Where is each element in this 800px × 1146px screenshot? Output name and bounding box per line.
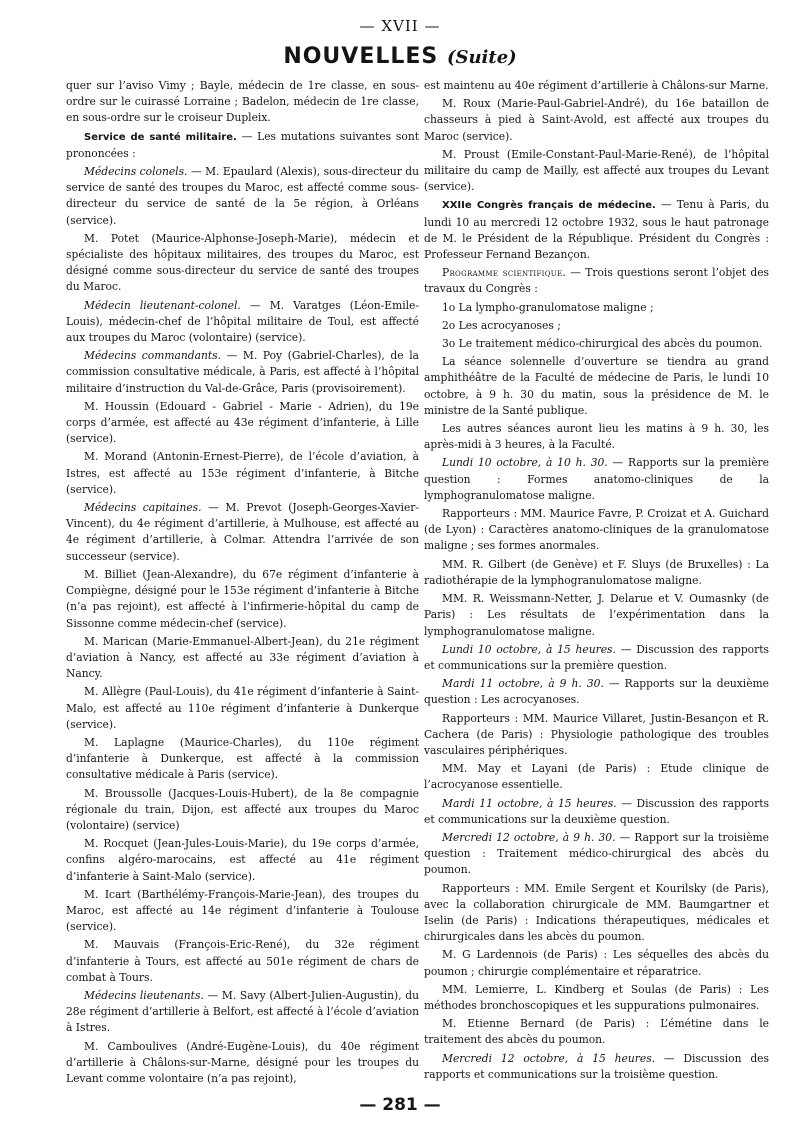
paragraph (424, 197, 769, 263)
paragraph (424, 881, 769, 946)
paragraph (424, 506, 769, 555)
paragraph-text: — Discussion des rapports et communications sur la première question. (424, 642, 769, 672)
paragraph-text: — Rapports sur la deuxième question : Les acrocyanoses. (424, 677, 770, 707)
paragraph-lead: Médecins capitaines. (84, 501, 202, 515)
paragraph (424, 1051, 769, 1083)
paragraph (424, 711, 769, 760)
paragraph-lead: Mardi 11 octobre, à 9 h. 30. (442, 677, 604, 691)
paragraph-text: Rapporteurs : MM. Maurice Favre, P. Croizat et A. Guichard (de Lyon) : Caractères anatomo-cliniques de la granulomatose maligne ; ses formes anormales. (424, 507, 769, 553)
paragraph-text: — M. Prevot (Joseph-Georges-Xavier-Vincent), du 4e régiment d’artillerie, à Mulhouse, est affecté au 4e régiment d’artillerie, à Colmar. Attendra l’arrivée de son successeur (service). (66, 501, 419, 563)
paragraph-text: M. Allègre (Paul-Louis), du 41e régiment d’infanterie à Saint-Malo, est affecté au 110e régiment d’infanterie à Dunkerque (service). (66, 685, 419, 731)
paragraph-text: M. Etienne Bernard (de Paris) : L’émétine dans le traitement des abcès du poumon. (424, 1017, 769, 1047)
paragraph (424, 421, 769, 453)
paragraph (424, 147, 769, 196)
paragraph-lead: Mercredi 12 octobre, à 9 h. 30. (442, 830, 616, 844)
paragraph (424, 300, 769, 316)
paragraph-lead: Service de santé militaire. (84, 131, 237, 143)
paragraph-text: — M. Epaulard (Alexis), sous-directeur du service de santé des troupes du Maroc, est affecté comme sous-directeur du service de santé de la 5e région, à Orléans (service). (66, 165, 420, 227)
paragraph-text: M. Marican (Marie-Emmanuel-Albert-Jean), du 21e régiment d’aviation à Nancy, est affecté au 33e régiment d’aviation à Nancy. (66, 634, 419, 681)
paragraph (424, 982, 769, 1014)
paragraph (424, 947, 769, 979)
paragraph (66, 988, 419, 1037)
page-number: — 281 — (359, 1095, 441, 1115)
paragraph-text: — M. Poy (Gabriel-Charles), de la commission consultative médicale, à Paris, est affecté à l’hôpital militaire d’instruction du Val-de-Grâce, Paris (provisoirement). (66, 349, 419, 395)
paragraph-lead: Médecins commandants. (84, 349, 222, 363)
section-title (0, 44, 800, 69)
paragraph-text: M. Potet (Maurice-Alphonse-Joseph-Marie), médecin et spécialiste des hôpitaux militaires, des troupes du Maroc, est désigné comme sous-directeur du service de santé des troupes du Maroc. (66, 231, 419, 294)
paragraph-text: M. Roux (Marie-Paul-Gabriel-André), du 16e bataillon de chasseurs à pied à Saint-Avold, est affecté aux troupes du Maroc (service). (424, 97, 769, 143)
paragraph-text: — Tenu à Paris, du lundi 10 au mercredi 12 octobre 1932, sous le haut patronage de M. le Président de la République. Président du Congrès : Professeur Fernand Bezançon. (424, 198, 769, 262)
paragraph-text: M. Morand (Antonin-Ernest-Pierre), de l’école d’aviation, à Istres, est affecté au 153e régiment d’infanterie, à Bitche (service). (66, 450, 419, 496)
section-title-suffix: (Suite) (446, 47, 517, 68)
paragraph-text: M. Broussolle (Jacques-Louis-Hubert), de la 8e compagnie régionale du train, Dijon, est affecté aux troupes du Maroc (volontaire) (service) (66, 786, 419, 832)
paragraph (66, 129, 419, 162)
paragraph (66, 500, 419, 565)
paragraph (66, 735, 419, 784)
paragraph-text: M. G Lardennois (de Paris) : Les séquelles des abcès du poumon ; chirurgie complémentaire et réparatrice. (424, 948, 769, 978)
paragraph-text: MM. R. Gilbert (de Genève) et F. Sluys (de Bruxelles) : La radiothérapie de la lymphogranulomatose maligne. (424, 557, 769, 587)
paragraph (66, 164, 419, 229)
paragraph (66, 937, 419, 986)
paragraph-text: MM. May et Layani (de Paris) : Etude clinique de l’acrocyanose essentielle. (424, 762, 769, 792)
paragraph (66, 449, 419, 498)
paragraph-text: Rapporteurs : MM. Emile Sergent et Kourilsky (de Paris), avec la collaboration chirurgicale de MM. Baumgartner et Iselin (de Paris) : Indications thérapeutiques, médicales et chirurgicales dans les abcès du poumon. (424, 881, 769, 944)
paragraph (424, 796, 769, 828)
paragraph-text: M. Houssin (Edouard - Gabriel - Marie - Adrien), du 19e corps d’armée, est affecté au 43e régiment d’infanterie, à Lille (service). (66, 399, 419, 446)
paragraph (66, 786, 419, 835)
paragraph (424, 455, 769, 504)
paragraph (424, 676, 769, 708)
paragraph-text: La séance solennelle d’ouverture se tiendra au grand amphithéâtre de la Faculté de médecine de Paris, le lundi 10 octobre, à 9 h. 30 du matin, sous la présidence de M. le ministre de la Santé publique. (424, 355, 769, 417)
paragraph-text: M. Mauvais (François-Eric-René), du 32e régiment d’infanterie à Tours, est affecté au 501e régiment de chars de combat à Tours. (66, 938, 419, 984)
paragraph (424, 336, 769, 352)
paragraph (424, 354, 769, 419)
paragraph (424, 1016, 769, 1048)
paragraph-lead: Lundi 10 octobre, à 15 heures. (442, 642, 616, 656)
paragraph (66, 298, 419, 347)
paragraph-text: — Rapports sur la première question : Formes anatomo-cliniques de la lymphogranulomatose maligne. (424, 456, 769, 502)
paragraph (66, 1039, 419, 1088)
paragraph-text: 3o Le traitement médico-chirurgical des abcès du poumon. (442, 337, 763, 351)
paragraph-text: — M. Varatges (Léon-Emile-Louis), médecin-chef de l’hôpital militaire de Toul, est affecté aux troupes du Maroc (volontaire) (service). (66, 298, 419, 345)
paragraph-text: 1o La lympho-granulomatose maligne ; (442, 300, 654, 314)
paragraph (66, 399, 419, 448)
paragraph-text: — Rapport sur la troisième question : Traitement médico-chirurgical des abcès du poumon. (424, 830, 769, 877)
paragraph (424, 591, 769, 640)
paragraph-text: 2o Les acrocyanoses ; (442, 318, 561, 332)
paragraph-lead: Programme scientifique. (442, 266, 567, 280)
paragraph (424, 265, 769, 297)
paragraph (66, 684, 419, 733)
paragraph-lead: Médecins lieutenants. (84, 988, 204, 1002)
paragraph-text: — Discussion des rapports et communications sur la troisième question. (424, 1051, 769, 1081)
paragraph-text: MM. R. Weissmann-Netter, J. Delarue et V. Oumasnky (de Paris) : Les résultats de l’expérimentation dans la lymphogranulomatose maligne. (424, 592, 769, 638)
paragraph-text: M. Proust (Emile-Constant-Paul-Marie-René), de l’hôpital militaire du camp de Mailly, est affecté aux troupes du Levant (service). (424, 147, 769, 194)
paragraph-text: M. Camboulives (André-Eugène-Louis), du 40e régiment d’artillerie à Châlons-sur-Marne, désigné pour les troupes du Levant comme volontaire (n’a pas rejoint), (66, 1039, 419, 1085)
paragraph-text: — Trois questions seront l’objet des travaux du Congrès : (424, 266, 769, 296)
paragraph-text: — M. Savy (Albert-Julien-Augustin), du 28e régiment d’artillerie à Belfort, est affecté à l’école d’aviation à Istres. (66, 988, 419, 1035)
paragraph-text: MM. Lemierre, L. Kindberg et Soulas (de Paris) : Les méthodes bronchoscopiques et les suppurations pulmonaires. (424, 982, 769, 1012)
paragraph-lead: XXIIe Congrès français de médecine. (442, 200, 656, 212)
roman-page-number: — XVII — (359, 17, 441, 35)
paragraph (66, 634, 419, 683)
paragraph-lead: Mardi 11 octobre, à 15 heures. (442, 796, 617, 810)
paragraph-text: est maintenu au 40e régiment d’artillerie à Châlons-sur Marne. (424, 79, 769, 92)
paragraph-text: Rapporteurs : MM. Maurice Villaret, Justin-Besançon et R. Cachera (de Paris) : Physiologie pathologique des troubles vasculaires périphériques. (424, 711, 769, 757)
paragraph-text: M. Billiet (Jean-Alexandre), du 67e régiment d’infanterie à Compiègne, désigné pour le 153e régiment d’infanterie à Bitche (n’a pas rejoint), est affecté à l’infirmerie-hôpital du camp de Sissonne comme médecin-chef (service). (66, 567, 419, 630)
paragraph (424, 761, 769, 793)
paragraph (66, 887, 419, 936)
paragraph (66, 231, 419, 296)
paragraph-text: M. Rocquet (Jean-Jules-Louis-Marie), du 19e corps d’armée, confins algéro-marocains, est affecté au 41e régiment d’infanterie à Saint-Malo (service). (66, 837, 419, 883)
paragraph (424, 557, 769, 589)
paragraph (66, 78, 419, 127)
left-column (66, 78, 419, 1089)
section-title-main: NOUVELLES (283, 44, 439, 69)
paragraph-text: — Les mutations suivantes sont prononcées : (66, 129, 419, 160)
paragraph (424, 318, 769, 334)
paragraph-text: — Discussion des rapports et communications sur la deuxième question. (424, 796, 769, 826)
paragraph-lead: Médecin lieutenant-colonel. (84, 298, 241, 312)
paragraph (66, 567, 419, 632)
paragraph-lead: Lundi 10 octobre, à 10 h. 30. (442, 456, 608, 470)
paragraph (424, 642, 769, 674)
paragraph-lead: Mercredi 12 octobre, à 15 heures. (442, 1051, 656, 1065)
right-column (424, 78, 769, 1085)
paragraph (424, 96, 769, 145)
paragraph-text: Les autres séances auront lieu les matins à 9 h. 30, les après-midi à 3 heures, à la Faculté. (424, 422, 769, 452)
paragraph (66, 348, 419, 397)
paragraph-text: quer sur l’aviso Vimy ; Bayle, médecin de 1re classe, en sous-ordre sur le cuirassé Lorraine ; Badelon, médecin de 1re classe, en sous-ordre sur le croiseur Dupleix. (66, 79, 419, 125)
paragraph (66, 836, 419, 885)
paragraph (424, 78, 769, 94)
paragraph-lead: Médecins colonels. (84, 165, 188, 179)
paragraph-text: M. Laplagne (Maurice-Charles), du 110e régiment d’infanterie à Dunkerque, est affecté à la commission consultative médicale à Paris (service). (66, 735, 419, 782)
paragraph-text: M. Icart (Barthélémy-François-Marie-Jean), des troupes du Maroc, est affecté au 14e régiment d’infanterie à Toulouse (service). (66, 887, 419, 934)
paragraph (424, 830, 769, 879)
